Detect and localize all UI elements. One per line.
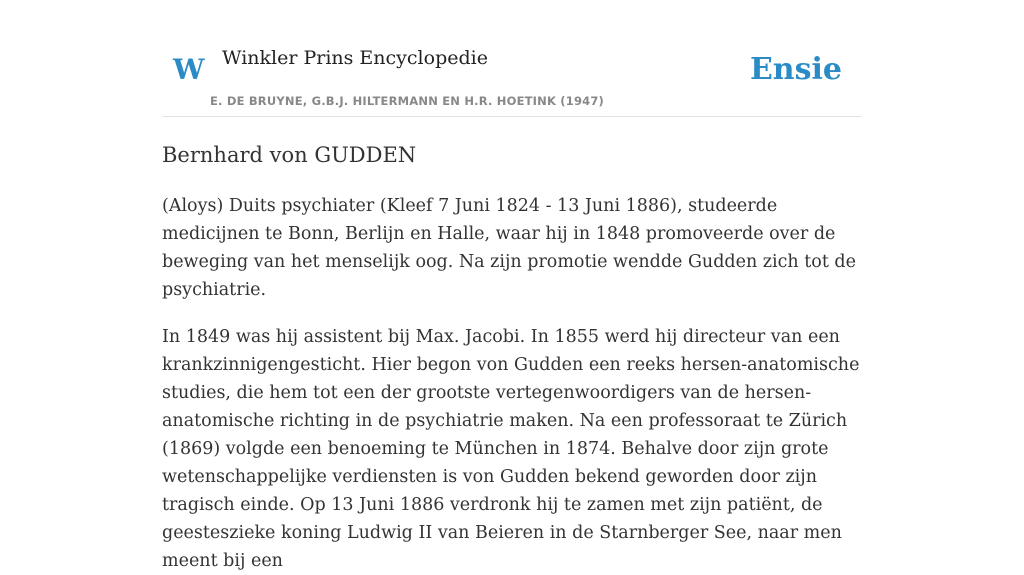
article (162, 138, 867, 575)
site-subtitle: E. DE BRUYNE, G.B.J. HILTERMANN EN H.R. HOETINK (1947) (210, 94, 605, 108)
article-title: Bernhard von GUDDEN (162, 143, 417, 167)
site-logo-icon[interactable]: W (173, 53, 205, 86)
ensie-brand-logo[interactable]: Ensie (749, 52, 842, 87)
site-header (162, 0, 862, 117)
article-paragraph-2: In 1849 was hij assistent bij Max. Jacobi. In 1855 werd hij directeur van een krankzinnigengesticht. Hier begon von Gudden een reeks hersen-anatomische studies, die hem tot een der grootste vertegenwoordigers van de hersen-anatomische richting in de psychiatrie maken. Na een professoraat te Zürich (1869) volgde een benoeming te München in 1874. Behalve door zijn grote wetenschappelijke verdiensten is von Gudden bekend geworden door zijn tragisch einde. Op 13 Juni 1886 verdronk hij te zamen met zijn patiënt, de geesteszieke koning Ludwig II van Beieren in de Starnberger See, naar men meent bij een (162, 327, 860, 571)
article-paragraph-1: (Aloys) Duits psychiater (Kleef 7 Juni 1824 - 13 Juni 1886), studeerde medicijnen te Bonn, Berlijn en Halle, waar hij in 1848 promoveerde over de beweging van het menselijk oog. Na zijn promotie wendde Gudden zich tot de psychiatrie. (162, 196, 856, 300)
site-title[interactable]: Winkler Prins Encyclopedie (222, 47, 488, 69)
